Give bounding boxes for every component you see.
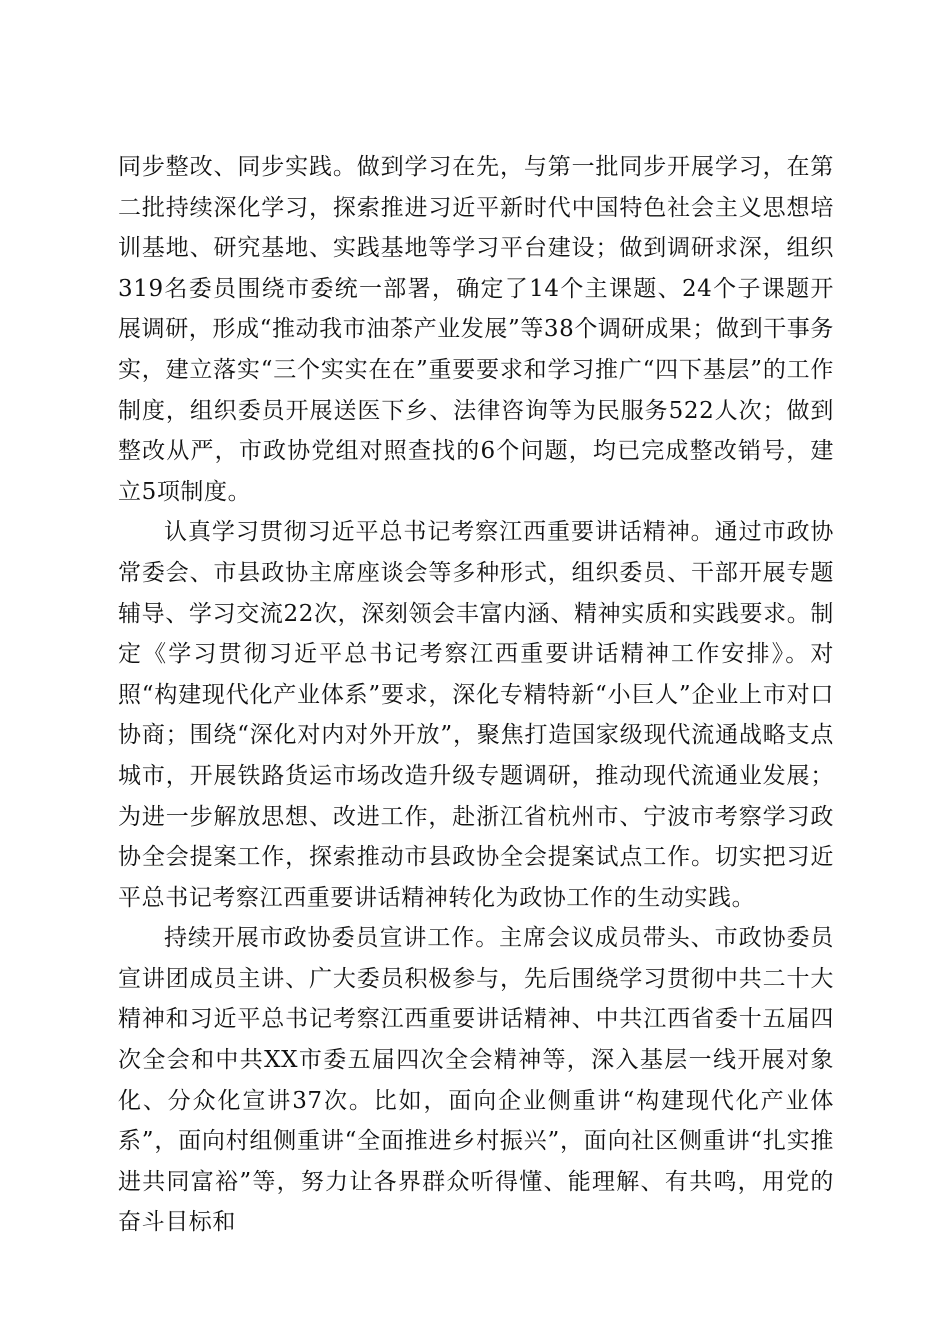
paragraph-study-speech: 认真学习贯彻习近平总书记考察江西重要讲话精神。通过市政协常委会、市县政协主席座谈会等多种形式，组织委员、干部开展专题辅导、学习交流22次，深刻领会丰富内涵、精神实质和实践要求。制定《学习贯彻习近平总书记考察江西重要讲话精神工作安排》。对照“构建现代化产业体系”要求，深化专精特新“小巨人”企业上市对口协商；围绕“深化对内对外开放”，聚焦打造国家级现代流通战略支点城市，开展铁路货运市场改造升级专题调研，推动现代流通业发展；为进一步解放思想、改进工作，赴浙江省杭州市、宁波市考察学习政协全会提案工作，探索推动市县政协全会提案试点工作。切实把习近平总书记考察江西重要讲话精神转化为政协工作的生动实践。 <box>118 519 834 911</box>
document-body <box>118 147 834 1243</box>
paragraph-lecture-work: 持续开展市政协委员宣讲工作。主席会议成员带头、市政协委员宣讲团成员主讲、广大委员积极参与，先后围绕学习贯彻中共二十大精神和习近平总书记考察江西重要讲话精神、中共江西省委十五届四次全会和中共XX市委五届四次全会精神等，深入基层一线开展对象化、分众化宣讲37次。比如，面向企业侧重讲“构建现代化产业体系”，面向村组侧重讲“全面推进乡村振兴”，面向社区侧重讲“扎实推进共同富裕”等，努力让各界群众听得懂、能理解、有共鸣，用党的奋斗目标和 <box>118 925 834 1236</box>
paragraph-continuation: 同步整改、同步实践。做到学习在先，与第一批同步开展学习，在第二批持续深化学习，探索推进习近平新时代中国特色社会主义思想培训基地、研究基地、实践基地等学习平台建设；做到调研求深，组织319名委员围绕市委统一部署，确定了14个主课题、24个子课题开展调研，形成“推动我市油茶产业发展”等38个调研成果；做到干事务实，建立落实“三个实实在在”重要要求和学习推广“四下基层”的工作制度，组织委员开展送医下乡、法律咨询等为民服务522人次；做到整改从严，市政协党组对照查找的6个问题，均已完成整改销号，建立5项制度。 <box>118 154 834 505</box>
